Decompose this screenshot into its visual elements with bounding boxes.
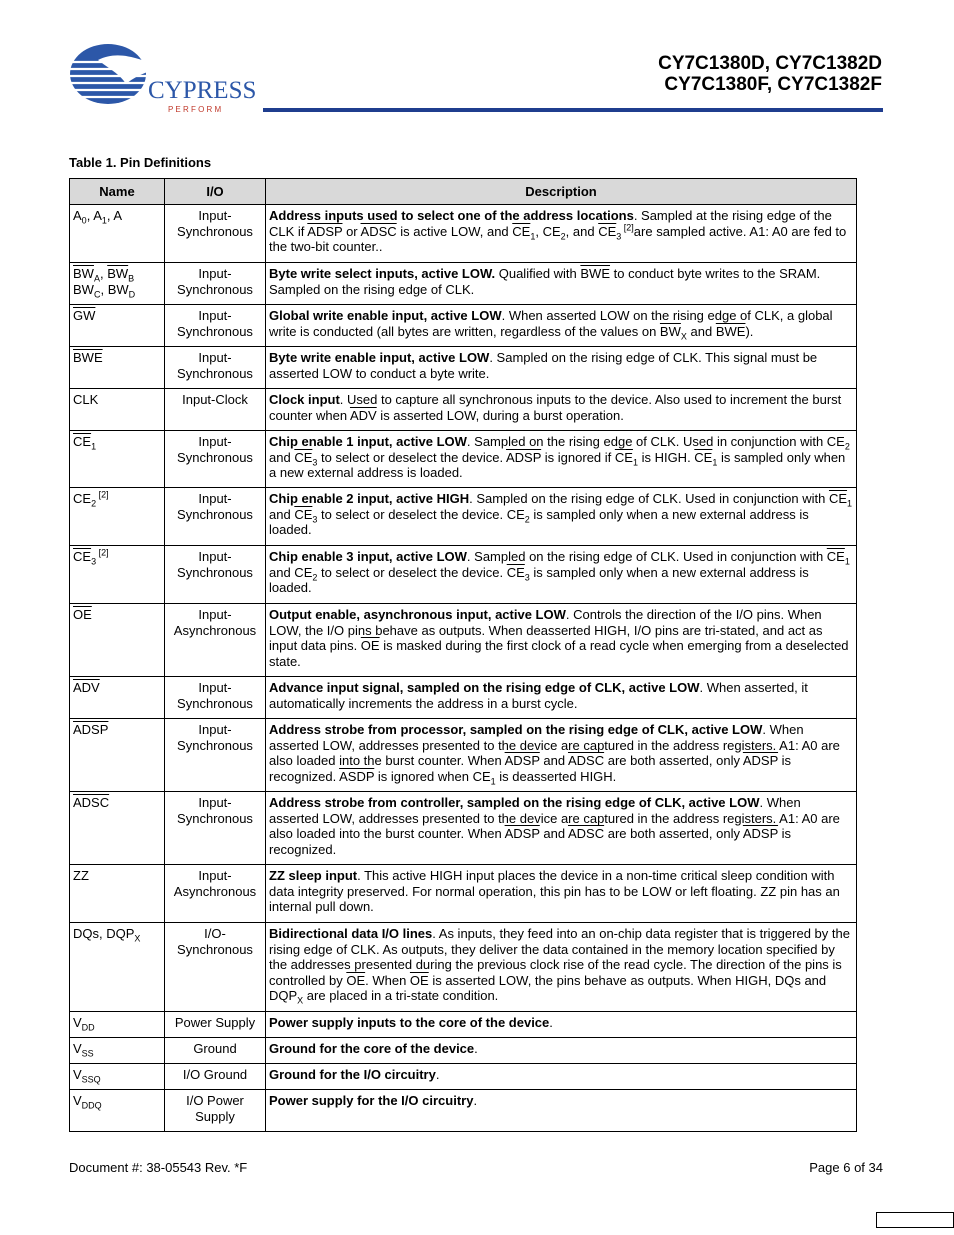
pin-name: $\overline{ADV}$	[70, 677, 165, 719]
table-row	[70, 389, 857, 431]
pin-description: Power supply inputs to the core of the device.	[266, 1012, 857, 1038]
document-title	[658, 53, 882, 95]
title-line-2: CY7C1380F, CY7C1382F	[664, 74, 882, 95]
pin-name: $\overline{CE}_1$	[70, 431, 165, 488]
pin-name: $\overline{BWE}$	[70, 347, 165, 389]
table-row	[70, 205, 857, 263]
pin-description: Global write enable input, active LOW. When asserted LOW on the rising edge of CLK, a global write is conducted (all bytes are written, regardless of the values on $\overline{BW}_X$ and $\overline{BWE}$).	[266, 305, 857, 347]
table-row	[70, 923, 857, 1012]
pin-description: Advance input signal, sampled on the rising edge of CLK, active LOW. When asserted, it automatically increments the address in a burst cycle.	[266, 677, 857, 719]
pin-name: ZZ	[70, 865, 165, 923]
pin-description: Chip enable 2 input, active HIGH. Sampled on the rising edge of CLK. Used in conjunction with $\overline{CE}_1$ and $\overline{CE}_3$ to select or deselect the device. $CE_2$ is sampled only when a new external address is loaded.	[266, 488, 857, 546]
pin-io: Input-Synchronous	[165, 263, 266, 305]
pin-io: I/O Ground	[165, 1064, 266, 1090]
pin-io: Input-Synchronous	[165, 347, 266, 389]
pin-io: Input-Asynchronous	[165, 865, 266, 923]
pin-io: Input-Clock	[165, 389, 266, 431]
pin-name: $V_{DDQ}$	[70, 1090, 165, 1132]
header-description: Description	[266, 179, 857, 205]
pin-description: Power supply for the I/O circuitry.	[266, 1090, 857, 1132]
pin-name: ADSP	[70, 719, 165, 792]
pin-description: Byte write select inputs, active LOW. Qualified with $\overline{BWE}$ to conduct byte writes to the SRAM. Sampled on the rising edge of CLK.	[266, 263, 857, 305]
pin-description: Bidirectional data I/O lines. As inputs, they feed into an on-chip data register that is triggered by the rising edge of CLK. As outputs, they deliver the data contained in the memory location specified by the addresses presented during the previous clock rise of the read cycle. The direction of the pins is controlled by $\overline{OE}$. When $\overline{OE}$ is asserted LOW, the pins behave as outputs. When HIGH, DQs and $DQP_X$ are placed in a tri-state condition.	[266, 923, 857, 1012]
pin-name: $CE_2$ [2]	[70, 488, 165, 546]
table-row	[70, 1064, 857, 1090]
feedback-box[interactable]	[876, 1212, 954, 1228]
pin-io: Power Supply	[165, 1012, 266, 1038]
pin-description: Output enable, asynchronous input, active LOW. Controls the direction of the I/O pins. When LOW, the I/O pins behave as outputs. When deasserted HIGH, I/O pins are tri-stated, and act as input data pins. $\overline{OE}$ is masked during the first clock of a read cycle when emerging from a deselected state.	[266, 604, 857, 677]
header-rule	[263, 108, 883, 112]
pin-io: Input-Synchronous	[165, 205, 266, 263]
pin-name: $V_{DD}$	[70, 1012, 165, 1038]
pin-description: Ground for the core of the device.	[266, 1038, 857, 1064]
pin-io: Input-Synchronous	[165, 792, 266, 865]
pin-name: $V_{SSQ}$	[70, 1064, 165, 1090]
table-row	[70, 347, 857, 389]
cypress-logo	[68, 40, 258, 120]
header-name: Name	[70, 179, 165, 205]
table-row	[70, 263, 857, 305]
table-row	[70, 488, 857, 546]
pin-io: Input-Synchronous	[165, 546, 266, 604]
svg-text:P E R F O R M: P E R F O R M	[168, 105, 222, 114]
page-number: Page 6 of 34	[809, 1160, 883, 1175]
table-row	[70, 431, 857, 488]
pin-name: $\overline{CE}_3$ [2]	[70, 546, 165, 604]
table-row	[70, 792, 857, 865]
pin-io: I/O-Synchronous	[165, 923, 266, 1012]
cypress-globe-icon	[68, 40, 258, 120]
table-row	[70, 604, 857, 677]
pin-name: DQs, $DQP_X$	[70, 923, 165, 1012]
table-caption: Table 1. Pin Definitions	[69, 155, 212, 170]
header-io: I/O	[165, 179, 266, 205]
pin-name: $A_0$, $A_1$, A	[70, 205, 165, 263]
pin-io: Input-Synchronous	[165, 488, 266, 546]
pin-description: ZZ sleep input. This active HIGH input places the device in a non-time critical sleep condition with data integrity preserved. For normal operation, this pin has to be LOW or left floating. ZZ pin has an internal pull down.	[266, 865, 857, 923]
pin-io: Input-Synchronous	[165, 431, 266, 488]
pin-io: I/O Power Supply	[165, 1090, 266, 1132]
pin-description: Address strobe from processor, sampled on the rising edge of CLK, active LOW. When asserted LOW, addresses presented to the device are captured in the address registers. A1: A0 are also loaded into the burst counter. When ADSP and ADSC are both asserted, only ADSP is recognized. ASDP is ignored when $CE_1$ is deasserted HIGH.	[266, 719, 857, 792]
pin-io: Input-Synchronous	[165, 677, 266, 719]
pin-io: Ground	[165, 1038, 266, 1064]
pin-description: Chip enable 3 input, active LOW. Sampled on the rising edge of CLK. Used in conjunction with $\overline{CE}_1$ and $CE_2$ to select or deselect the device. $\overline{CE}_3$ is sampled only when a new external address is loaded.	[266, 546, 857, 604]
pin-io: Input-Synchronous	[165, 305, 266, 347]
table-row	[70, 1038, 857, 1064]
pin-name: ADSC	[70, 792, 165, 865]
table-header-row	[70, 179, 857, 205]
pin-name: $V_{SS}$	[70, 1038, 165, 1064]
pin-name: $\overline{GW}$	[70, 305, 165, 347]
table-row	[70, 677, 857, 719]
table-row	[70, 546, 857, 604]
title-line-1: CY7C1380D, CY7C1382D	[658, 53, 882, 74]
table-row	[70, 865, 857, 923]
pin-description: Clock input. Used to capture all synchronous inputs to the device. Also used to increment the burst counter when $\overline{ADV}$ is asserted LOW, during a burst operation.	[266, 389, 857, 431]
pin-description: Address strobe from controller, sampled on the rising edge of CLK, active LOW. When asserted LOW, addresses presented to the device are captured in the address registers. A1: A0 are also loaded into the burst counter. When ADSP and ADSC are both asserted, only ADSP is recognized.	[266, 792, 857, 865]
table-row	[70, 305, 857, 347]
pin-definitions-table	[69, 178, 857, 1132]
table-row	[70, 1012, 857, 1038]
table-row	[70, 1090, 857, 1132]
pin-description: Byte write enable input, active LOW. Sampled on the rising edge of CLK. This signal must be asserted LOW to conduct a byte write.	[266, 347, 857, 389]
pin-name: $\overline{OE}$	[70, 604, 165, 677]
pin-description: Chip enable 1 input, active LOW. Sampled on the rising edge of CLK. Used in conjunction with $CE_2$ and $\overline{CE}_3$ to select or deselect the device. ADSP is ignored if $\overline{CE}_1$ is HIGH. $\overline{CE}_1$ is sampled only when a new external address is loaded.	[266, 431, 857, 488]
pin-name: CLK	[70, 389, 165, 431]
pin-description: Ground for the I/O circuitry.	[266, 1064, 857, 1090]
svg-text:CYPRESS: CYPRESS	[148, 77, 257, 104]
pin-io: Input-Synchronous	[165, 719, 266, 792]
table-row	[70, 719, 857, 792]
document-number: Document #: 38-05543 Rev. *F	[69, 1160, 248, 1175]
pin-io: Input-Asynchronous	[165, 604, 266, 677]
pin-description: Address inputs used to select one of the address locations. Sampled at the rising edge of the CLK if ADSP or ADSC is active LOW, and $\overline{CE}_1$, $CE_2$, and $\overline{CE}_3$ [2]are sampled active. A1: A0 are fed to the two-bit counter..	[266, 205, 857, 263]
pin-name: $\overline{BW}_A$, $\overline{BW}_B$ $BW_C$, $BW_D$	[70, 263, 165, 305]
